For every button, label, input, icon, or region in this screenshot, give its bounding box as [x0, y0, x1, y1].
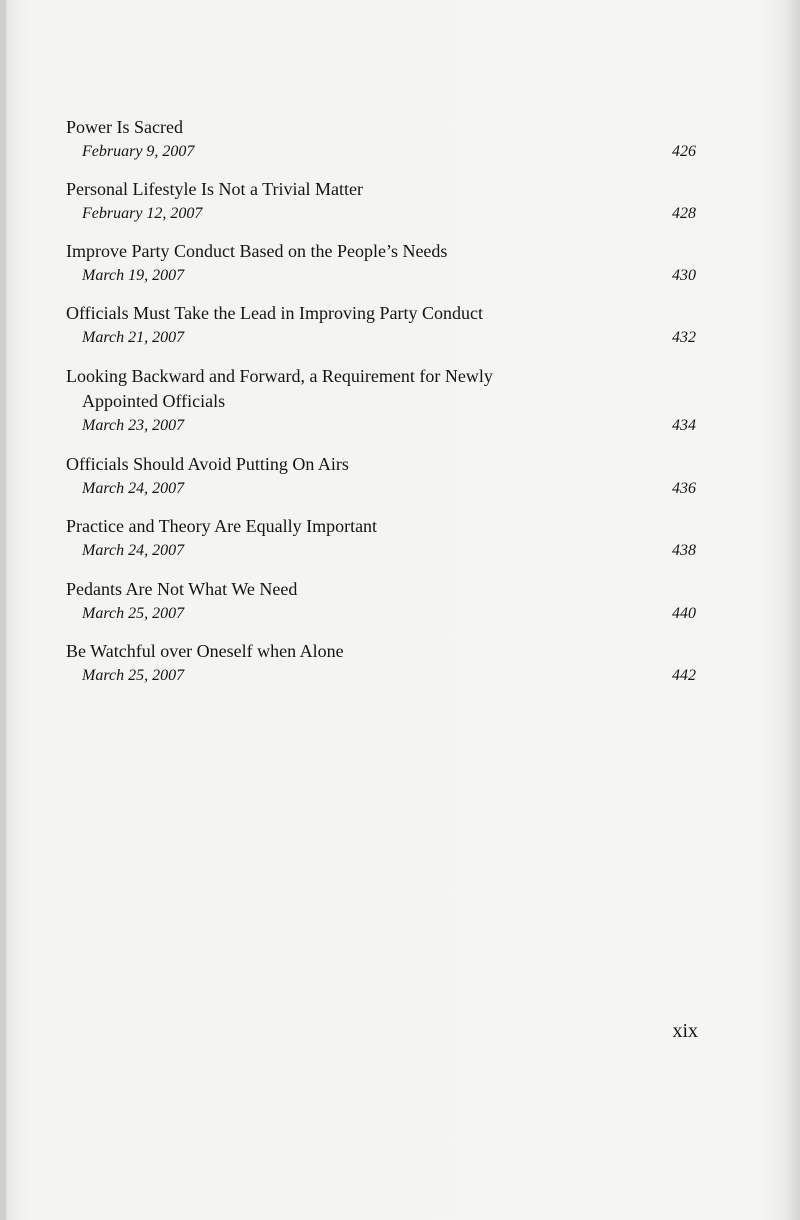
toc-entry — [66, 639, 696, 688]
toc-entry-page-number: 438 — [672, 542, 696, 559]
toc-entry-date: February 12, 2007 — [82, 205, 203, 222]
toc-entry-title: Officials Must Take the Lead in Improving Party Conduct — [66, 303, 483, 323]
toc-entry — [66, 301, 696, 350]
toc-entry-date: March 23, 2007 — [82, 417, 185, 434]
toc-entry — [66, 514, 696, 563]
toc-entry-title-line-2: Appointed Officials — [82, 391, 226, 411]
toc-entry-title-line-1: Looking Backward and Forward, a Requirement for Newly — [66, 366, 493, 386]
toc-entry — [66, 577, 696, 626]
toc-entry-page-number: 442 — [672, 667, 696, 684]
toc-entry — [66, 115, 696, 164]
toc-entry-date: March 25, 2007 — [82, 667, 185, 684]
toc-entry — [66, 239, 696, 288]
toc-entry-title: Personal Lifestyle Is Not a Trivial Matter — [66, 179, 363, 199]
toc-entry-title: Practice and Theory Are Equally Important — [66, 516, 378, 536]
toc-entry-page-number: 426 — [672, 143, 696, 160]
toc-entry-title: Be Watchful over Oneself when Alone — [66, 641, 344, 661]
toc-entry-page-number: 432 — [672, 329, 696, 346]
toc-entry-date: March 25, 2007 — [82, 605, 185, 622]
toc-entry — [66, 452, 696, 501]
toc-entry-date: February 9, 2007 — [82, 143, 195, 160]
toc-entry-page-number: 434 — [672, 417, 696, 434]
toc-entry-title — [66, 364, 696, 414]
toc-entry-title: Improve Party Conduct Based on the People’s Needs — [66, 241, 448, 261]
toc-entry-date: March 24, 2007 — [82, 480, 185, 497]
page-folio: xix — [672, 1020, 698, 1042]
toc-entry-page-number: 428 — [672, 205, 696, 222]
toc-entry-title: Pedants Are Not What We Need — [66, 579, 298, 599]
toc-entry-date: March 21, 2007 — [82, 329, 185, 346]
page-spine-edge — [0, 0, 6, 1220]
toc-entry-page-number: 430 — [672, 267, 696, 284]
toc-entry-title: Officials Should Avoid Putting On Airs — [66, 454, 349, 474]
toc-entry-date: March 24, 2007 — [82, 542, 185, 559]
toc-entry-title: Power Is Sacred — [66, 117, 183, 137]
toc-entry-page-number: 436 — [672, 480, 696, 497]
toc-entry — [66, 177, 696, 226]
toc-entry-page-number: 440 — [672, 605, 696, 622]
toc-entry-date: March 19, 2007 — [82, 267, 185, 284]
toc-entry — [66, 364, 696, 438]
